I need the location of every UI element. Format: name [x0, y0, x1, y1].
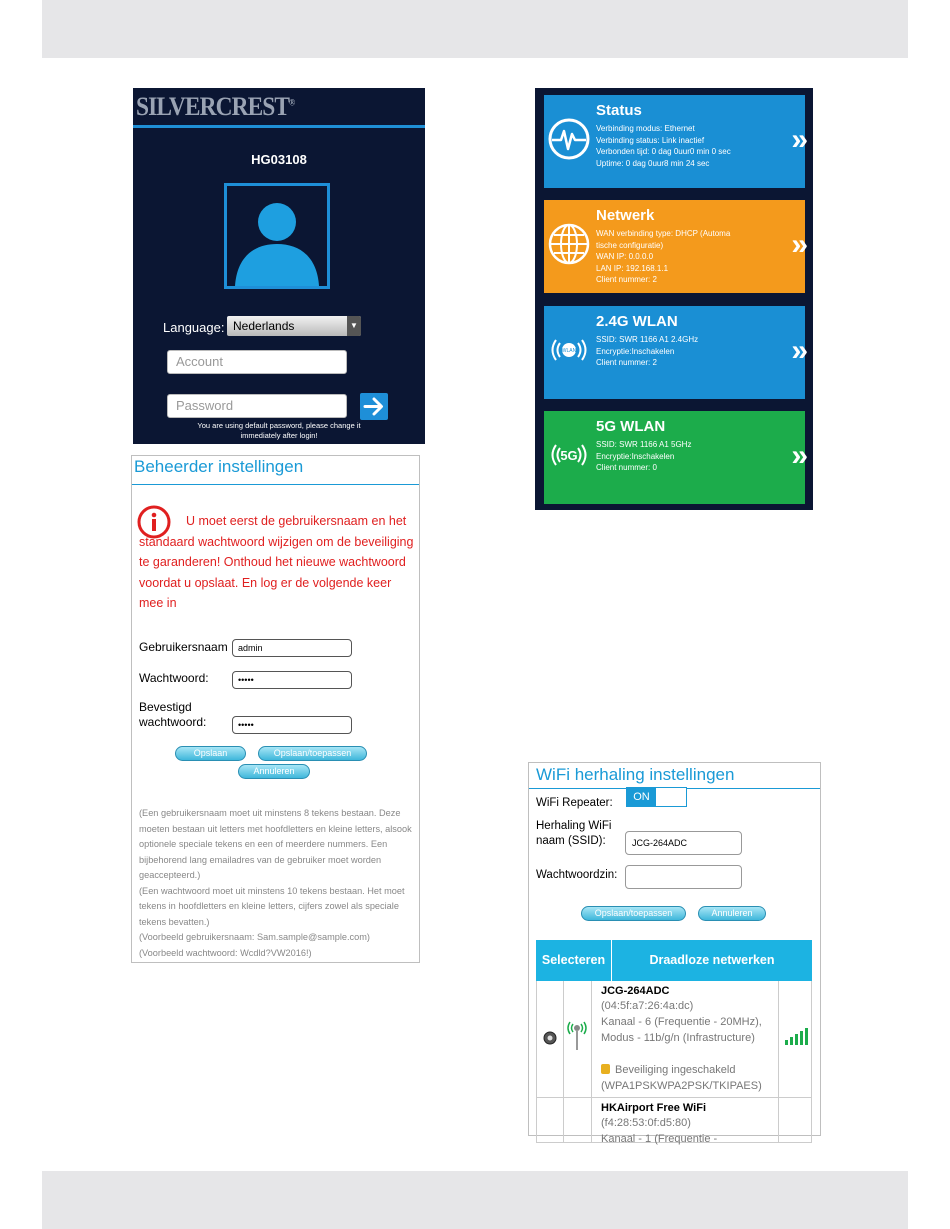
- language-label: Language:: [163, 320, 225, 335]
- detail-line: SSID: SWR 1166 A1 5GHz: [596, 440, 692, 449]
- signal-strength-icon: [785, 1027, 809, 1045]
- column-divider: [563, 1098, 564, 1142]
- save-button[interactable]: Opslaan: [175, 746, 246, 761]
- detail-line: Client nummer: 2: [596, 275, 657, 284]
- example-password-note: (Voorbeeld wachtwoord: Wcdld?VW2016!): [139, 947, 312, 958]
- network-mac: (f4:28:53:0f:d5:80): [601, 1117, 691, 1129]
- confirm-label-line-1: Bevestigd: [139, 700, 192, 714]
- user-avatar-icon: [224, 183, 330, 289]
- security-status: Beveiliging ingeschakeld: [615, 1064, 736, 1076]
- wlan-24g-title: 2.4G WLAN: [596, 313, 678, 330]
- wlan-5g-icon: [547, 433, 591, 477]
- wifi-repeater-label: WiFi Repeater:: [536, 797, 613, 809]
- detail-line: Verbinding modus: Ethernet: [596, 124, 695, 133]
- network-mac: (04:5f:a7:26:4a:dc): [601, 1000, 694, 1012]
- network-card[interactable]: [544, 200, 805, 293]
- detail-line: WAN verbinding type: DHCP (Automa: [596, 229, 731, 238]
- detail-line: Verbonden tijd: 0 dag 0uur0 min 0 sec: [596, 147, 731, 156]
- detail-line: Client nummer: 2: [596, 358, 657, 367]
- status-details: [596, 123, 764, 169]
- chevron-right-icon[interactable]: »: [791, 334, 800, 367]
- globe-icon: [547, 222, 591, 266]
- detail-line: Encryptie:Inschakelen: [596, 451, 675, 461]
- table-row[interactable]: [536, 1098, 812, 1143]
- detail-line: Encryptie:Inschakelen: [596, 346, 675, 356]
- status-card[interactable]: [544, 95, 805, 188]
- passphrase-input[interactable]: [625, 865, 742, 889]
- admin-settings-panel: [131, 455, 420, 963]
- language-select[interactable]: [227, 316, 361, 336]
- network-encryption: (WPA1PSKWPA2PSK/TKIPAES): [601, 1080, 762, 1092]
- column-divider: [591, 1098, 592, 1142]
- detail-line: LAN IP: 192.168.1.1: [596, 263, 669, 273]
- model-name: HG03108: [251, 152, 307, 167]
- chevron-right-icon[interactable]: »: [791, 439, 800, 472]
- example-username-note: (Voorbeeld gebruikersnaam: Sam.sample@sample.com): [139, 932, 370, 942]
- col-wireless-networks: Draadloze netwerken: [649, 953, 775, 967]
- pulse-icon: [547, 117, 591, 161]
- title-divider: [132, 484, 419, 485]
- password-rule-note: (Een wachtwoord moet uit minstens 10 tekens bestaan. Het moet tekens in hoofdletters en kleine letters, cijfers zowel als speciale tekens bevatten.): [139, 885, 405, 927]
- lock-icon: [601, 1064, 610, 1074]
- chevron-right-icon[interactable]: »: [791, 228, 800, 261]
- admin-settings-title: Beheerder instellingen: [134, 457, 304, 476]
- confirm-password-field[interactable]: •••••: [232, 716, 352, 734]
- wifi-antenna-icon: [566, 1019, 588, 1053]
- network-details: Kanaal - 6 (Frequentie - 20MHz), Modus - 11b/g/n (Infrastructure): [601, 1016, 762, 1044]
- select-radio[interactable]: [543, 1031, 557, 1045]
- detail-line: tische configuratie): [596, 240, 664, 250]
- confirm-password-label: [139, 700, 206, 730]
- chevron-right-icon[interactable]: »: [791, 123, 800, 156]
- detail-line: Uptime: 0 dag 0uur8 min 24 sec: [596, 158, 710, 168]
- wlan-5g-title: 5G WLAN: [596, 418, 666, 435]
- wlan-5g-details: [596, 439, 764, 474]
- wlan-24g-details: [596, 334, 764, 369]
- username-label: Gebruikersnaam: [139, 640, 228, 654]
- save-apply-button[interactable]: Opslaan/toepassen: [258, 746, 367, 761]
- network-title: Netwerk: [596, 207, 655, 224]
- dropdown-arrow-icon[interactable]: ▼: [347, 316, 361, 336]
- detail-line: SSID: SWR 1166 A1 2.4GHz: [596, 335, 699, 344]
- table-row[interactable]: [536, 981, 812, 1098]
- wlan-24g-card[interactable]: [544, 306, 805, 399]
- wlan-24-icon: [547, 328, 591, 372]
- login-screen: [133, 88, 425, 444]
- wifi-repeater-panel: [528, 762, 821, 1145]
- passphrase-label: Wachtwoordzin:: [536, 869, 618, 881]
- password-input[interactable]: Password: [167, 394, 347, 418]
- save-apply-button[interactable]: Opslaan/toepassen: [581, 906, 686, 921]
- arrow-right-icon: [360, 393, 388, 420]
- login-button[interactable]: [360, 393, 388, 420]
- bottom-page-band: [42, 1171, 908, 1229]
- network-security: [601, 1062, 781, 1078]
- detail-line: WAN IP: 0.0.0.0: [596, 252, 654, 261]
- wlan-5g-card[interactable]: [544, 411, 805, 504]
- password-field[interactable]: •••••: [232, 671, 352, 689]
- ssid-label-line-1: Herhaling WiFi: [536, 820, 612, 832]
- network-name: HKAirport Free WiFi: [601, 1102, 707, 1114]
- network-details: Kanaal - 1 (Frequentie -: [601, 1133, 718, 1145]
- column-divider: [563, 981, 564, 1097]
- confirm-label-line-2: wachtwoord:: [139, 715, 207, 729]
- networks-table-header: [536, 940, 812, 981]
- wlan-badge-text: WLAN: [561, 348, 577, 354]
- cancel-button[interactable]: Annuleren: [238, 764, 310, 779]
- username-field[interactable]: admin: [232, 639, 352, 657]
- toggle-on-state: ON: [627, 788, 656, 806]
- language-value: Nederlands: [233, 319, 295, 333]
- status-title: Status: [596, 102, 642, 119]
- detail-line: Verbinding status: Link inactief: [596, 135, 705, 145]
- fiveg-badge-text: 5G: [560, 448, 578, 463]
- top-page-band: [42, 0, 908, 58]
- cancel-button[interactable]: Annuleren: [698, 906, 766, 921]
- silvercrest-logo: SILVERCREST®: [136, 92, 295, 121]
- router-dashboard: [535, 88, 813, 510]
- username-rule-note: (Een gebruikersnaam moet uit minstens 8 tekens bestaan. Deze moeten bestaan uit letters met hoofdletters en kleine letters, alsook optionele speciale tekens en een of meerdere nummers. Een bijbehorend lang emailadres van de gebruiker moet worden geaccepteerd.): [139, 808, 412, 880]
- ssid-input[interactable]: JCG-264ADC: [625, 831, 742, 855]
- ssid-label: [536, 819, 611, 849]
- account-input[interactable]: Account: [167, 350, 347, 374]
- wifi-repeater-toggle[interactable]: [626, 787, 687, 807]
- default-password-notice: [163, 421, 395, 441]
- header-divider: [133, 125, 425, 128]
- notice-line-1: You are using default password, please change it: [197, 421, 361, 430]
- notice-line-2: immediately after login!: [240, 431, 318, 440]
- credential-requirements-notes: [139, 806, 417, 961]
- column-divider: [591, 981, 592, 1097]
- change-credentials-warning: U moet eerst de gebruikersnaam en het standaard wachtwoord wijzigen om de beveiliging te garanderen! Onthoud het nieuwe wachtwoord voordat u opslaat. En log er de volgende keer mee in: [139, 514, 414, 610]
- network-name: JCG-264ADC: [601, 985, 670, 997]
- ssid-label-line-2: naam (SSID):: [536, 835, 606, 847]
- network-details: [596, 228, 764, 286]
- detail-line: Client nummer: 0: [596, 463, 657, 472]
- password-label: Wachtwoord:: [139, 671, 209, 685]
- wifi-repeater-title: WiFi herhaling instellingen: [536, 765, 735, 784]
- col-select: Selecteren: [536, 940, 612, 981]
